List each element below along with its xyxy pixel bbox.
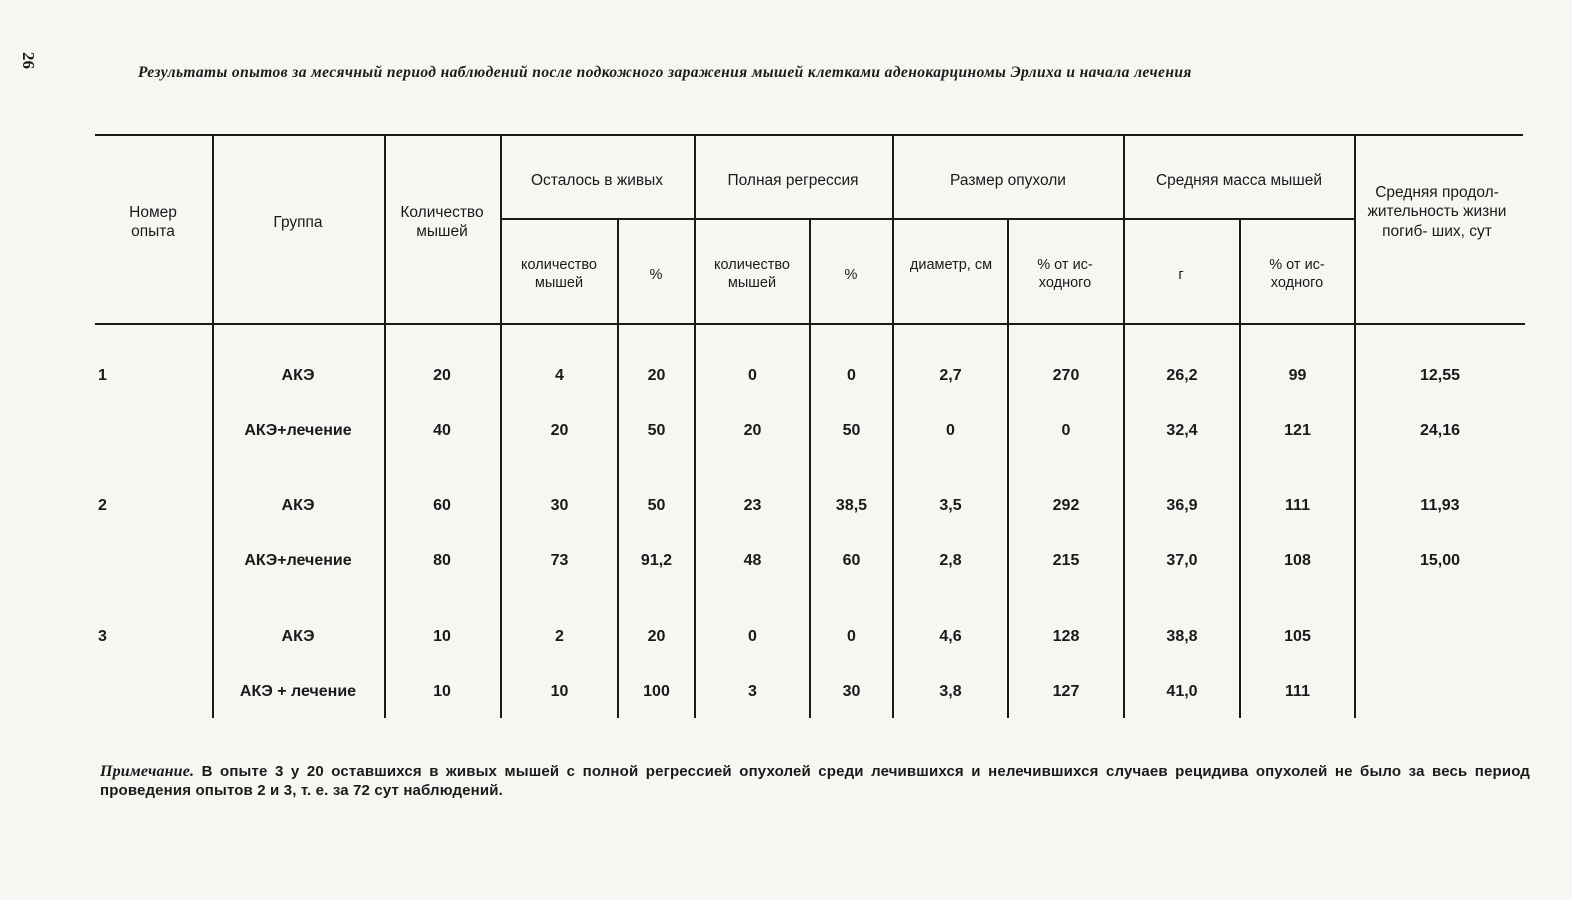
cell-mice-count: 80 xyxy=(433,552,451,569)
header-mass-pct: % от ис- ходного xyxy=(1269,257,1325,292)
header-regression-count: количество мышей xyxy=(714,257,790,292)
cell-regression-pct: 38,5 xyxy=(835,497,868,514)
cell-mass-g: 36,9 xyxy=(1166,497,1198,514)
cell-lifespan: 12,55 xyxy=(1419,367,1461,384)
cell-survived-count: 2 xyxy=(555,628,564,645)
cell-experiment: 1 xyxy=(98,367,107,384)
cell-mice-count: 40 xyxy=(433,422,451,439)
cell-lifespan: 11,93 xyxy=(1420,497,1460,514)
cell-lifespan: 24,16 xyxy=(1419,422,1461,439)
cell-tumor-pct: 270 xyxy=(1052,367,1080,384)
cell-survived-count: 10 xyxy=(550,683,569,700)
cell-group: АКЭ+лечение xyxy=(244,552,352,569)
header-lifespan: Средняя продол- жительность жизни погиб- ших, сут xyxy=(1367,184,1507,240)
cell-mass-g: 32,4 xyxy=(1166,422,1198,439)
cell-survived-pct: 100 xyxy=(643,683,670,700)
cell-tumor-diameter: 4,6 xyxy=(939,628,962,645)
header-survived-pct: % xyxy=(649,267,663,283)
cell-mice-count: 20 xyxy=(433,367,451,384)
cell-regression-pct: 0 xyxy=(847,367,856,384)
cell-regression-pct: 60 xyxy=(842,552,861,569)
cell-group: АКЭ xyxy=(281,628,315,645)
cell-mass-g: 38,8 xyxy=(1166,628,1198,645)
cell-mass-g: 41,0 xyxy=(1166,683,1198,700)
cell-regression-count: 0 xyxy=(748,628,757,645)
cell-regression-count: 0 xyxy=(748,367,757,384)
cell-regression-count: 3 xyxy=(748,683,757,700)
cell-survived-count: 73 xyxy=(550,552,569,569)
cell-regression-count: 23 xyxy=(743,497,762,514)
cell-group: АКЭ+лечение xyxy=(244,422,352,439)
cell-group: АКЭ xyxy=(281,367,315,384)
cell-mice-count: 10 xyxy=(433,683,451,700)
cell-tumor-pct: 0 xyxy=(1061,422,1071,439)
header-mass: Средняя масса мышей xyxy=(1155,172,1322,189)
cell-mass-pct: 111 xyxy=(1285,497,1310,514)
cell-survived-pct: 91,2 xyxy=(640,552,673,569)
cell-regression-count: 48 xyxy=(743,552,762,569)
header-mid-rule xyxy=(500,218,1355,220)
header-mass-g: г xyxy=(1178,267,1184,283)
cell-mice-count: 60 xyxy=(433,497,451,514)
cell-experiment: 2 xyxy=(98,497,107,514)
cell-mass-g: 26,2 xyxy=(1166,367,1198,384)
cell-mice-count: 10 xyxy=(433,628,451,645)
header-experiment: Номер опыта xyxy=(129,204,177,241)
cell-tumor-diameter: 2,7 xyxy=(939,367,962,384)
note-label: Примечание. xyxy=(100,763,195,780)
cell-regression-count: 20 xyxy=(743,422,762,439)
cell-tumor-pct: 127 xyxy=(1052,683,1080,700)
cell-regression-pct: 0 xyxy=(847,628,856,645)
cell-tumor-pct: 292 xyxy=(1052,497,1080,514)
cell-tumor-diameter: 2,8 xyxy=(939,552,962,569)
cell-regression-pct: 50 xyxy=(842,422,861,439)
cell-survived-pct: 50 xyxy=(647,422,666,439)
cell-survived-count: 30 xyxy=(550,497,569,514)
cell-tumor-pct: 215 xyxy=(1052,552,1080,569)
cell-lifespan: 15,00 xyxy=(1419,552,1461,569)
cell-survived-count: 20 xyxy=(550,422,569,439)
table-top-rule xyxy=(95,134,1523,136)
cell-group: АКЭ xyxy=(281,497,315,514)
table-caption: Результаты опытов за месячный период наблюдений после подкожного заражения мышей клетками аденокарциномы Эрлиха и начала лечения xyxy=(138,64,1192,81)
cell-survived-pct: 50 xyxy=(647,497,666,514)
cell-survived-pct: 20 xyxy=(647,367,666,384)
header-survived-count: количество мышей xyxy=(521,257,597,292)
cell-group: АКЭ + лечение xyxy=(239,683,357,700)
header-tumor-size: Размер опухоли xyxy=(950,172,1066,189)
table-note xyxy=(100,762,1530,800)
header-regression-pct: % xyxy=(844,267,858,283)
cell-mass-pct: 111 xyxy=(1285,683,1310,700)
page-number: 26 xyxy=(19,52,38,69)
note-text: В опыте 3 у 20 оставшихся в живых мышей с полной регрессией опухолей среди лечившихся и нелечившихся случаев рецидива опухолей не было за весь период проведения опытов 2 и 3, т. е. за 72 сут наблюдений. xyxy=(100,763,1530,799)
cell-mass-pct: 105 xyxy=(1284,628,1311,645)
header-survived: Осталось в живых xyxy=(530,172,663,189)
cell-mass-pct: 121 xyxy=(1284,422,1311,439)
cell-regression-pct: 30 xyxy=(842,683,861,700)
header-group: Группа xyxy=(273,214,323,231)
header-tumor-pct: % от ис- ходного xyxy=(1037,257,1093,292)
cell-tumor-diameter: 0 xyxy=(946,422,955,439)
cell-tumor-pct: 128 xyxy=(1052,628,1080,645)
header-tumor-diameter: диаметр, см xyxy=(909,257,993,273)
cell-mass-pct: 108 xyxy=(1284,552,1311,569)
cell-mass-g: 37,0 xyxy=(1166,552,1198,569)
header-mice-count: Количество мышей xyxy=(400,204,484,241)
header-regression: Полная регрессия xyxy=(727,172,859,189)
cell-survived-count: 4 xyxy=(555,367,564,384)
cell-survived-pct: 20 xyxy=(647,628,666,645)
cell-experiment: 3 xyxy=(98,628,107,645)
cell-tumor-diameter: 3,8 xyxy=(939,683,962,700)
cell-mass-pct: 99 xyxy=(1288,367,1307,384)
cell-tumor-diameter: 3,5 xyxy=(939,497,962,514)
